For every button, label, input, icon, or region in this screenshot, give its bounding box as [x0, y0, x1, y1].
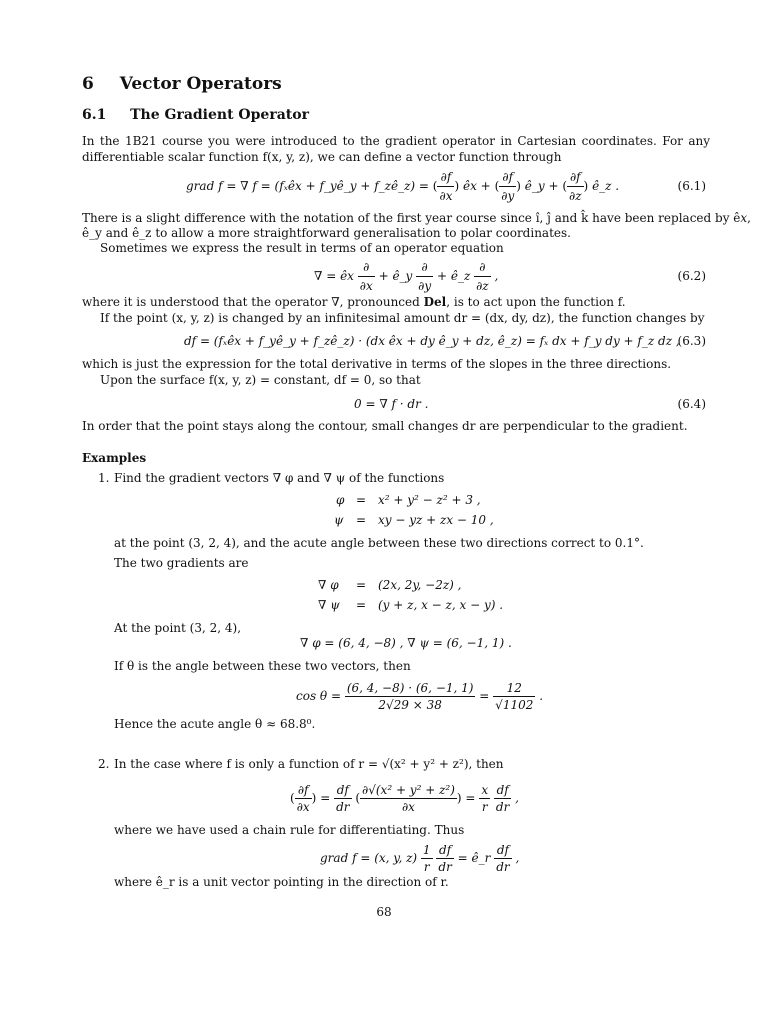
eq2-mid2: + ê_z [436, 269, 471, 283]
cos-frac2-num: 12 [493, 680, 535, 697]
ex2-grad-frac2-num: df [436, 842, 453, 859]
ex2-frac5-den: dr [495, 800, 510, 814]
example1-grad1-lhs: ∇ φ [318, 578, 339, 592]
eq1-frac3-den: ∂z [569, 189, 582, 203]
equation-6-1: grad f = ∇ f = (fₓê𝑥 + f_yê_y + f_zê_z) = ( $\frac{\partial f}{\partial x}$ ) ê𝑥 + ( $\frac{\partial f}{\partial y}$ ) ê_y + ( $\frac{\partial f}{\partial z}$ ) ê_z . [186, 170, 620, 203]
ex2-grad-mid: = ê_r [457, 851, 491, 865]
paragraph-infinitesimal: If the point (x, y, z) is changed by an infinitesimal amount dr = (dx, dy, dz), the function changes by [100, 311, 705, 325]
subsection-number: 6.1 [82, 107, 107, 123]
example1-cos-equation [296, 680, 543, 713]
ex2-frac1-den: ∂x [296, 800, 310, 814]
ex2-equals2: = [465, 791, 476, 805]
paragraph-contour: In order that the point stays along the contour, small changes dr are perpendicular to the gradient. [82, 419, 688, 433]
paragraph-notation-line2: ê_y and ê_z to allow a more straightforward generalisation to polar coordinates. [82, 226, 571, 240]
example2-chain-equation: ( $\frac{\partial f}{\partial x}$ ) = $\frac{df}{dr}$ ( $\frac{\text{∂√(x² + y² + z²)}}{\partial x}$ ) = $\frac{x}{r}$ $\frac{df}{dr}$ , [290, 783, 519, 814]
paragraph-operator-intro: Sometimes we express the result in terms of an operator equation [100, 241, 504, 255]
example1-grad2-lhs: ∇ ψ [318, 598, 340, 612]
eq1-lhs: grad f = ∇ f = (fₓê𝑥 + f_yê_y + f_zê_z) = [186, 179, 433, 193]
eq2-mid1: + ê_y [378, 269, 413, 283]
eq2-end: , [494, 269, 499, 283]
eq2-lhs: ∇ = ê𝑥 [314, 269, 354, 283]
example2-label: 2. [98, 757, 110, 771]
ex2-frac5-num: df [494, 782, 511, 799]
example1-fn1-lhs: φ [336, 493, 345, 507]
eq1-vec1: ê𝑥 + [462, 179, 491, 193]
eq2-frac2-den: ∂y [418, 279, 432, 293]
ex2-frac2-num: df [334, 782, 351, 799]
ex2-frac3-num: ∂√(x² + y² + z²) [362, 783, 455, 797]
equation-6-4: 0 = ∇ f · dr . [354, 397, 429, 411]
ex2-frac2-den: dr [336, 800, 350, 814]
ex2-frac1-num: ∂f [295, 782, 312, 799]
ex2-frac4-den: r [481, 800, 488, 814]
example1-fn2-rhs: xy − yz + zx − 10 , [378, 513, 494, 527]
example1-intro: Find the gradient vectors ∇ φ and ∇ ψ of the functions [114, 471, 445, 485]
section-heading [82, 76, 282, 92]
examples-heading: Examples [82, 451, 147, 465]
example1-at-point-equation: ∇ φ = (6, 4, −8) , ∇ ψ = (6, −1, 1) . [300, 636, 512, 650]
ex2-grad-frac2-den: dr [438, 860, 452, 874]
example1-conclusion: Hence the acute angle θ ≈ 68.8⁰. [114, 717, 316, 731]
ex2-equals1: = [320, 791, 331, 805]
example2-grad-equation [320, 842, 519, 875]
example1-grad1-eq: = [356, 578, 367, 592]
eq1-frac3-num: ∂f [567, 168, 584, 187]
equation-6-3: df = (fₓê𝑥 + f_yê_y + f_zê_z) · (dx ê𝑥 + dy ê_y + dz, ê_z) = fₓ dx + f_y dy + f_z dz , [184, 334, 680, 348]
example1-grad2-rhs: (y + z, x − z, x − y) . [378, 598, 504, 612]
eq1-frac2-num: ∂f [499, 168, 516, 187]
paragraph-total-derivative: which is just the expression for the total derivative in terms of the slopes in the three directions. [82, 357, 672, 371]
cos-equals: = [479, 689, 490, 703]
equation-number-6-3: (6.3) [677, 334, 706, 348]
example1-fn1-eq: = [356, 493, 367, 507]
paragraph-intro: In the 1B21 course you were introduced to the gradient operator in Cartesian coordinates. For any differentiable scalar function f(x, y, z), we can define a vector function through [82, 134, 710, 164]
cos-frac-den: 2√29 × 38 [378, 698, 442, 712]
ex2-grad-frac1-num: 1 [422, 843, 431, 857]
example1-gradients-intro: The two gradients are [114, 556, 249, 570]
section-title: Vector Operators [119, 74, 282, 94]
ex2-grad-frac1-den: r [423, 860, 430, 874]
del-text-post: , is to act upon the function f. [446, 295, 626, 309]
del-bold: Del [423, 295, 447, 309]
example1-fn2-eq: = [356, 513, 367, 527]
equation-6-2 [314, 258, 498, 295]
example2-intro: In the case where f is only a function of r = √(x² + y² + z²), then [114, 757, 504, 771]
eq1-vec3: ê_z . [592, 179, 620, 193]
example2-final: where ê_r is a unit vector pointing in the direction of r. [114, 875, 449, 889]
cos-end: . [539, 689, 544, 703]
cos-frac2-den: √1102 [495, 698, 534, 712]
equation-number-6-1: (6.1) [677, 179, 706, 193]
equation-number-6-4: (6.4) [677, 397, 706, 411]
eq2-frac2-num: ∂ [416, 258, 433, 277]
ex2-end: , [515, 791, 519, 805]
ex2-grad-lhs: grad f = (x, y, z) [320, 851, 418, 865]
equation-number-6-2: (6.2) [677, 269, 706, 283]
eq1-vec2: ê_y + [524, 179, 559, 193]
eq1-frac1-num: ∂f [437, 168, 454, 187]
section-number: 6 [82, 74, 94, 94]
ex2-grad-frac3-den: dr [496, 860, 510, 874]
example1-fn1-rhs: x² + y² − z² + 3 , [378, 493, 481, 507]
ex2-frac3-den: ∂x [401, 800, 415, 814]
subsection-heading [82, 107, 309, 123]
del-text-pre: where it is understood that the operator ∇, pronounced [82, 295, 424, 309]
example1-grad1-rhs: (2x, 2y, −2z) , [378, 578, 462, 592]
cos-frac-num: (6, 4, −8) · (6, −1, 1) [346, 681, 474, 695]
example1-grad2-eq: = [356, 598, 367, 612]
example1-angle-intro: If θ is the angle between these two vectors, then [114, 659, 411, 673]
example1-label: 1. [98, 471, 110, 485]
example1-fn2-lhs: ψ [334, 513, 344, 527]
eq2-frac1-num: ∂ [358, 258, 375, 277]
paragraph-del [82, 294, 626, 310]
ex2-grad-frac3-num: df [494, 842, 511, 859]
ex2-grad-end: , [515, 851, 520, 865]
eq2-frac3-num: ∂ [474, 258, 491, 277]
eq1-frac1-den: ∂x [439, 189, 453, 203]
eq2-frac1-den: ∂x [359, 279, 373, 293]
paragraph-notation-line1: There is a slight difference with the notation of the first year course since î, ĵ and k̂ have been replaced by ê𝑥, [82, 211, 751, 225]
eq1-frac2-den: ∂y [501, 189, 515, 203]
example1-at-point: At the point (3, 2, 4), [114, 621, 242, 635]
eq2-frac3-den: ∂z [476, 279, 489, 293]
paragraph-surface: Upon the surface f(x, y, z) = constant, df = 0, so that [100, 373, 421, 387]
cos-lhs: cos θ = [296, 689, 342, 703]
ex2-frac4-num: x [481, 783, 489, 797]
page-number: 68 [376, 905, 392, 919]
example2-chain-text: where we have used a chain rule for differentiating. Thus [114, 823, 465, 837]
subsection-title: The Gradient Operator [130, 107, 309, 123]
example1-after-functions: at the point (3, 2, 4), and the acute angle between these two directions correct to 0.1°. [114, 536, 644, 550]
